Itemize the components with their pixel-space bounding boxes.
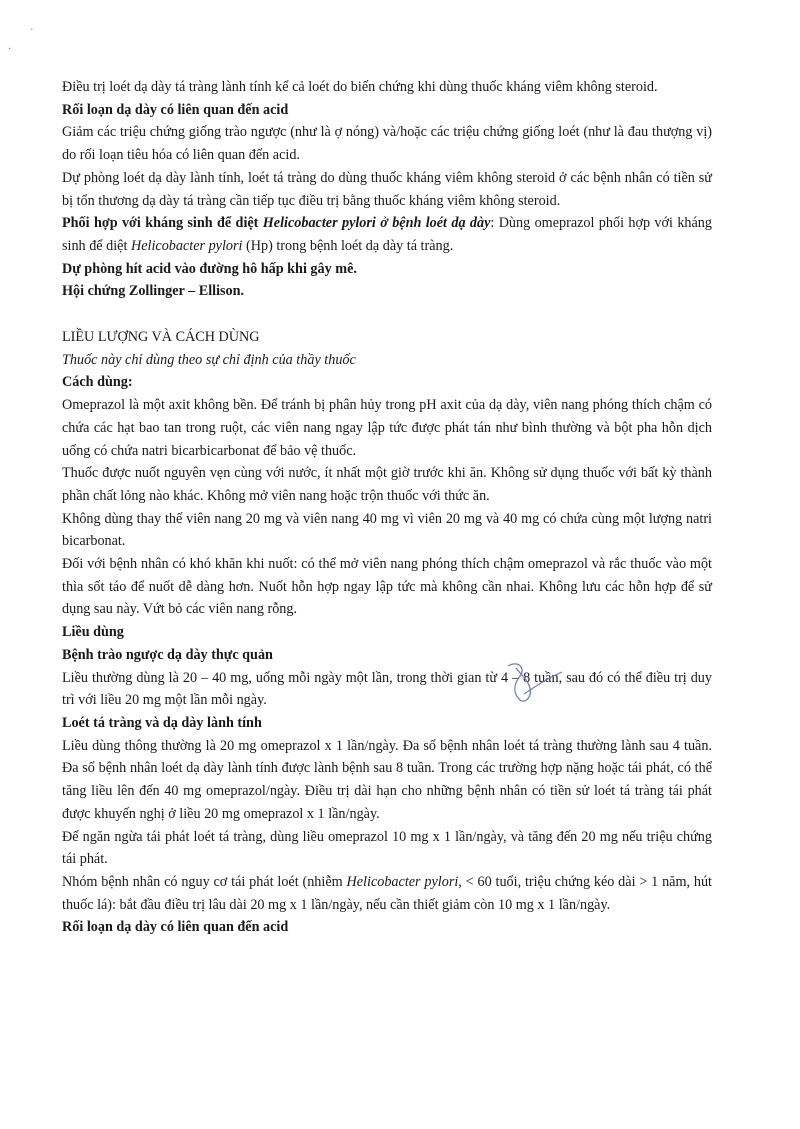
paragraph: Không dùng thay thế viên nang 20 mg và viên nang 40 mg vì viên 20 mg và 40 mg có chứa cùng một lượng natri bicarbonat. bbox=[62, 510, 712, 550]
prescription-note: Thuốc này chỉ dùng theo sự chỉ định của thầy thuốc bbox=[62, 351, 356, 368]
indication-paragraph: Điều trị loét dạ dày tá tràng lành tính kể cả loét do biến chứng khi dùng thuốc kháng viêm không steroid. bbox=[62, 79, 658, 95]
section-heading: Dự phòng hít acid vào đường hô hấp khi gây mê. bbox=[62, 260, 357, 277]
section-heading: Rối loạn dạ dày có liên quan đến acid bbox=[62, 101, 289, 118]
paragraph: Omeprazol là một axit không bền. Để tránh bị phân hủy trong pH axit của dạ dày, viên nang phóng thích chậm có chứa các hạt bao tan trong ruột, các viên nang ngay lập tức được phát tán như bình thường và bột pha hỗn dịch uống có chứa natri bicarbicarbonat để bảo vệ thuốc. bbox=[62, 397, 712, 459]
paragraph: Liều dùng thông thường là 20 mg omeprazol x 1 lần/ngày. Đa số bệnh nhân loét tá tràng thường lành sau 4 tuần. Đa số bệnh nhân loét dạ dày lành tính được lành bệnh sau 8 tuần. Trong các trường hợp nặng hoặc tái phát, có thể tăng liều lên đến 40 mg omeprazol/ngày. Điều trị dài hạn cho những bệnh nhân có tiền sử loét tá tràng tái phát được khuyến nghị ở liều 20 mg omeprazol x 1 lần/ngày. bbox=[62, 737, 712, 822]
paragraph: Thuốc được nuốt nguyên vẹn cùng với nước, ít nhất một giờ trước khi ăn. Không sử dụng thuốc với bất kỳ thành phần chất lỏng nào khác. Không mở viên nang hoặc trộn thuốc với thức ăn. bbox=[62, 465, 712, 504]
hp-text: : Dùng omeprazol phối hợp với kháng sinh để diệt bbox=[62, 215, 712, 254]
subsection-heading: Rối loạn dạ dày có liên quan đến acid bbox=[62, 919, 289, 936]
scan-speck: ˊ bbox=[30, 28, 34, 39]
dose-heading: Liều dùng bbox=[62, 624, 124, 641]
paragraph: Để ngăn ngừa tái phát loét tá tràng, dùng liều omeprazol 10 mg x 1 lần/ngày, và tăng đến 20 mg nếu triệu chứng tái phát. bbox=[62, 828, 712, 868]
hp-text-2: (Hp) trong bệnh loét dạ dày tá tràng. bbox=[242, 237, 454, 254]
scan-speck: · bbox=[8, 44, 12, 55]
hp-heading-italic: Helicobacter pylori ở bệnh loét dạ dày bbox=[262, 215, 491, 232]
usage-heading: Cách dùng: bbox=[62, 374, 133, 391]
risk-text: Nhóm bệnh nhân có nguy cơ tái phát loét (nhiễm bbox=[62, 873, 347, 890]
paragraph: Giảm các triệu chứng giống trào ngược (như là ợ nóng) và/hoặc các triệu chứng giống loét (như là đau thượng vị) do rối loạn tiêu hóa có liên quan đến acid. bbox=[62, 124, 712, 164]
handwritten-initial-mark bbox=[500, 658, 580, 708]
risk-text-2: < 60 tuổi, triệu chứng kéo dài > 1 năm, hút thuốc lá): bắt đầu điều trị lâu dài 20 mg x 1 lần/ngày, nếu cần thiết giảm còn 10 mg x 1 lần/ngày. bbox=[62, 873, 713, 913]
hp-italic: Helicobacter pylori bbox=[130, 237, 243, 254]
hp-heading: Phối hợp với kháng sinh để diệt bbox=[62, 215, 263, 232]
subsection-heading: Loét tá tràng và dạ dày lành tính bbox=[62, 714, 262, 731]
paragraph-risk bbox=[62, 871, 712, 916]
paragraph: Dự phòng loét dạ dày lành tính, loét tá tràng do dùng thuốc kháng viêm không steroid ở các bệnh nhân có tiền sử bị tổn thương dạ dày tá tràng cần tiếp tục điều trị bằng thuốc kháng viêm không steroid. bbox=[62, 169, 712, 209]
document-page bbox=[62, 76, 712, 939]
paragraph-hp bbox=[62, 212, 712, 257]
section-heading: Hội chứng Zollinger – Ellison. bbox=[62, 283, 245, 300]
dosage-title: LIỀU LƯỢNG VÀ CÁCH DÙNG bbox=[62, 329, 260, 346]
paragraph: Liều thường dùng là 20 – 40 mg, uống mỗi ngày một lần, trong thời gian từ 4 – 8 tuần, sau đó có thể điều trị duy trì với liều 20 mg một lần mỗi ngày. bbox=[62, 669, 712, 709]
risk-italic: Helicobacter pylori, bbox=[346, 873, 462, 890]
subsection-heading: Bệnh trào ngược dạ dày thực quản bbox=[62, 646, 273, 663]
paragraph: Đối với bệnh nhân có khó khăn khi nuốt: có thể mở viên nang phóng thích chậm omeprazol và rắc thuốc vào một thìa sốt táo để nuốt dễ dàng hơn. Nuốt hỗn hợp ngay lập tức mà không cần nhai. Không lưu các hỗn hợp để sử dụng sau này. Vứt bỏ các viên nang rỗng. bbox=[62, 556, 712, 618]
